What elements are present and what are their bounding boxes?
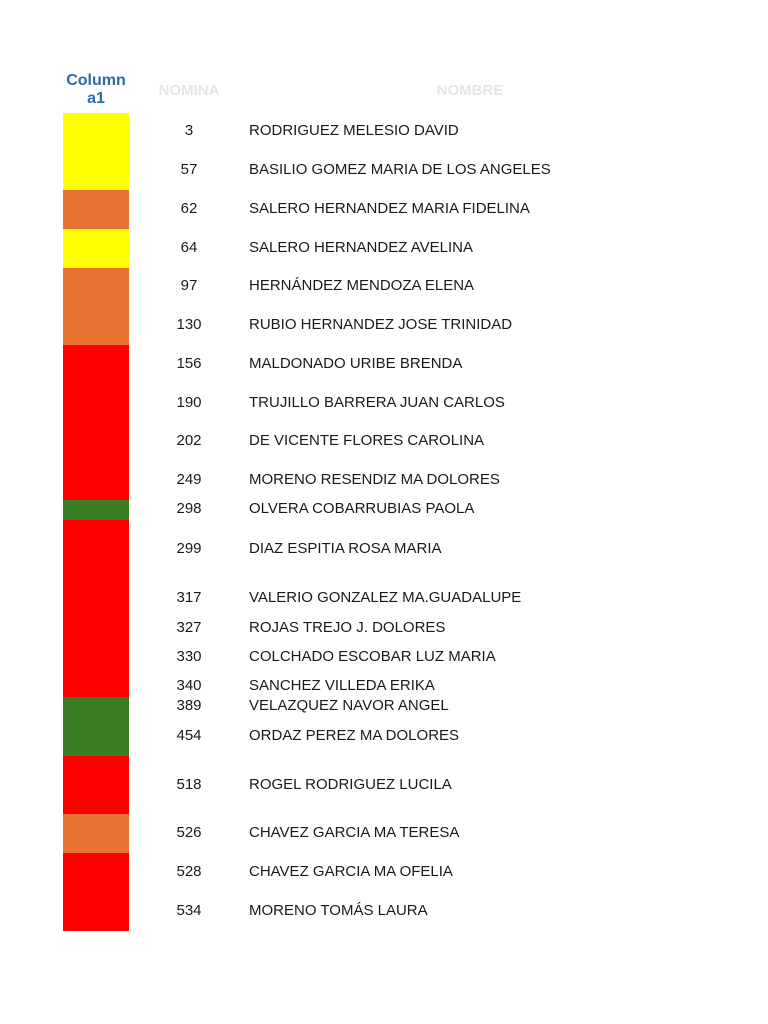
nomina-cell: 202 <box>176 432 202 449</box>
nombre-cell: CHAVEZ GARCIA MA OFELIA <box>249 863 453 880</box>
nomina-cell: 190 <box>176 394 202 411</box>
nombre-cell: ROGEL RODRIGUEZ LUCILA <box>249 776 452 793</box>
nombre-cell: DE VICENTE FLORES CAROLINA <box>249 432 485 449</box>
table-row <box>0 902 768 920</box>
nomina-cell: 130 <box>176 316 202 333</box>
table-row <box>0 500 768 518</box>
nomina-cell: 249 <box>176 471 202 488</box>
nombre-cell: OLVERA COBARRUBIAS PAOLA <box>249 500 475 517</box>
table-row <box>0 161 768 179</box>
nomina-cell: 317 <box>176 589 202 606</box>
nomina-cell: 534 <box>176 902 202 919</box>
nombre-cell: CHAVEZ GARCIA MA TERESA <box>249 824 460 841</box>
nombre-cell: ORDAZ PEREZ MA DOLORES <box>249 727 460 744</box>
nombre-cell: SALERO HERNANDEZ MARIA FIDELINA <box>249 200 530 217</box>
nomina-cell: 97 <box>180 277 198 294</box>
nomina-cell: 57 <box>180 161 198 178</box>
table-row <box>0 863 768 881</box>
table-row <box>0 697 768 715</box>
nombre-cell: VELAZQUEZ NAVOR ANGEL <box>249 697 449 714</box>
nomina-cell: 330 <box>176 648 202 665</box>
nomina-cell: 389 <box>176 697 202 714</box>
column-header-nombre: NOMBRE <box>436 82 504 99</box>
table-row <box>0 471 768 489</box>
table-row <box>0 619 768 637</box>
table-row <box>0 355 768 373</box>
nomina-cell: 528 <box>176 863 202 880</box>
nombre-cell: BASILIO GOMEZ MARIA DE LOS ANGELES <box>249 161 551 178</box>
table-row <box>0 122 768 140</box>
nombre-cell: COLCHADO ESCOBAR LUZ MARIA <box>249 648 496 665</box>
nombre-cell: ROJAS TREJO J. DOLORES <box>249 619 446 636</box>
table-row <box>0 677 768 695</box>
nomina-cell: 340 <box>176 677 202 694</box>
table-row <box>0 277 768 295</box>
table-row <box>0 316 768 334</box>
table-row <box>0 776 768 794</box>
table-row <box>0 589 768 607</box>
nomina-cell: 156 <box>176 355 202 372</box>
nombre-cell: DIAZ ESPITIA ROSA MARIA <box>249 540 442 557</box>
nombre-cell: TRUJILLO BARRERA JUAN CARLOS <box>249 394 505 411</box>
nomina-cell: 518 <box>176 776 202 793</box>
nombre-cell: VALERIO GONZALEZ MA.GUADALUPE <box>249 589 522 606</box>
nomina-cell: 64 <box>180 239 198 256</box>
nomina-cell: 298 <box>176 500 202 517</box>
table-row <box>0 540 768 558</box>
table-row <box>0 394 768 412</box>
nombre-cell: MORENO TOMÁS LAURA <box>249 902 428 919</box>
nombre-cell: SALERO HERNANDEZ AVELINA <box>249 239 473 256</box>
table-row <box>0 200 768 218</box>
nombre-cell: MALDONADO URIBE BRENDA <box>249 355 463 372</box>
nombre-cell: HERNÁNDEZ MENDOZA ELENA <box>249 277 475 294</box>
table-row <box>0 648 768 666</box>
nomina-cell: 3 <box>184 122 194 139</box>
column-header-nomina: NOMINA <box>158 82 220 99</box>
table-row <box>0 824 768 842</box>
table-row <box>0 239 768 257</box>
column-header-status: Column a1 <box>66 72 126 107</box>
nombre-cell: SANCHEZ VILLEDA ERIKA <box>249 677 435 694</box>
nomina-cell: 454 <box>176 727 202 744</box>
nomina-cell: 526 <box>176 824 202 841</box>
table-row <box>0 432 768 450</box>
nombre-cell: RODRIGUEZ MELESIO DAVID <box>249 122 459 139</box>
nombre-cell: RUBIO HERNANDEZ JOSE TRINIDAD <box>249 316 513 333</box>
nombre-cell: MORENO RESENDIZ MA DOLORES <box>249 471 500 488</box>
nomina-cell: 327 <box>176 619 202 636</box>
nomina-cell: 62 <box>180 200 198 217</box>
table-row <box>0 727 768 745</box>
nomina-cell: 299 <box>176 540 202 557</box>
